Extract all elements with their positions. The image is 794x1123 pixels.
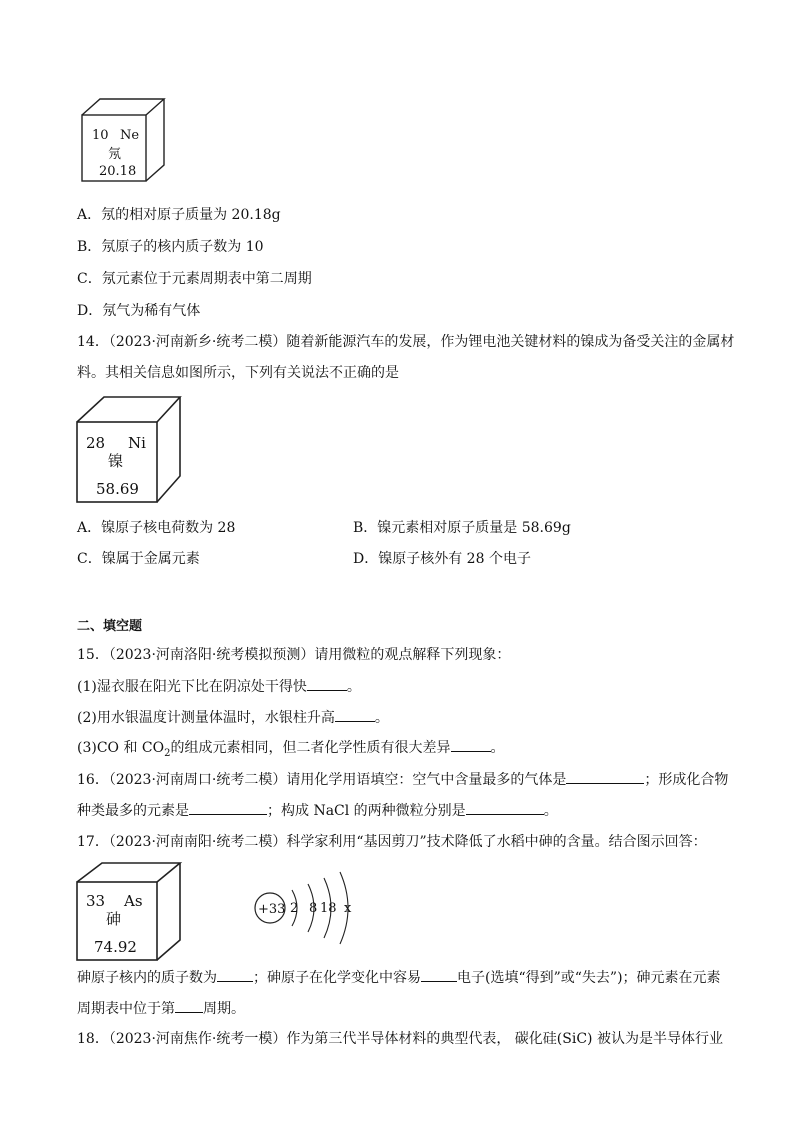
- as-symbol: As: [124, 892, 143, 910]
- q17-answer-line2: [77, 998, 245, 1019]
- q14-stem-line2: 料。其相关信息如图所示，下列有关说法不正确的是: [77, 365, 399, 381]
- q14-option-c: C．镍属于金属元素: [77, 551, 200, 567]
- q14-option-a: A．镍原子核电荷数为 28: [77, 520, 236, 536]
- q15-part2-period: 。: [374, 710, 389, 726]
- ni-atomic-number: 28: [86, 434, 106, 452]
- q15-part3-subscript: 2: [164, 747, 171, 759]
- q15-part3-text-b: 的组成元素相同，但二者化学性质有很大差异: [170, 740, 451, 756]
- q14-option-d: D．镍原子核外有 28 个电子: [353, 551, 531, 567]
- ne-symbol: Ne: [120, 128, 140, 143]
- q13-option-b: B．氖原子的核内质子数为 10: [77, 239, 264, 255]
- shell-1-electrons: 2: [290, 901, 299, 916]
- ne-name: 氖: [108, 147, 122, 162]
- q13-option-a: A．氖的相对原子质量为 20.18g: [77, 207, 281, 223]
- q14-option-b: B．镍元素相对原子质量是 58.69g: [353, 520, 571, 536]
- ne-mass: 20.18: [99, 164, 137, 179]
- q17-text-e: 周期。: [203, 1001, 245, 1017]
- q16-blank2[interactable]: [189, 800, 267, 815]
- nucleus-charge: +33: [258, 902, 286, 917]
- q15-part1-blank[interactable]: [307, 676, 347, 691]
- q16-line1: [77, 769, 728, 790]
- as-name: 砷: [106, 910, 122, 928]
- as-atomic-number: 33: [86, 892, 106, 910]
- q16-blank3[interactable]: [466, 800, 544, 815]
- q17-blank1[interactable]: [217, 967, 253, 982]
- ni-name: 镍: [108, 452, 124, 470]
- q16-text-c: 种类最多的元素是: [77, 803, 189, 819]
- q15-part3-period: 。: [490, 740, 505, 756]
- ni-symbol: Ni: [128, 434, 146, 452]
- q15-part3-text-a: (3)CO 和 CO: [77, 740, 165, 756]
- q17-answer-line1: [77, 967, 721, 988]
- q17-text-a: 砷原子核内的质子数为: [77, 970, 217, 986]
- arsenic-atom-structure-diagram: [252, 868, 362, 950]
- q15-part1-text: (1)湿衣服在阳光下比在阴凉处干得快: [77, 679, 307, 695]
- shell-2-electrons: 8: [309, 901, 318, 916]
- q17-text-d: 周期表中位于第: [77, 1001, 175, 1017]
- ni-mass: 58.69: [96, 480, 139, 498]
- q17-blank3[interactable]: [175, 998, 203, 1013]
- neon-element-cube: [80, 97, 175, 185]
- shell-4-electrons: x: [344, 901, 352, 916]
- q13-option-d: D．氖气为稀有气体: [77, 303, 201, 319]
- nickel-element-cube: [74, 394, 184, 506]
- q15-part1-period: 。: [346, 679, 361, 695]
- q15-part2: [77, 707, 389, 728]
- q14-stem-line1: 14．（2023·河南新乡·统考二模）随着新能源汽车的发展，作为锂电池关键材料的镍成为备受关注的金属材: [77, 334, 735, 350]
- q15-part1: [77, 676, 361, 697]
- q16-line2: [77, 800, 558, 821]
- q15-part2-text: (2)用水银温度计测量体温时，水银柱升高: [77, 710, 335, 726]
- q17-stem: 17．（2023·河南南阳·统考二模）科学家利用“基因剪刀”技术降低了水稻中砷的含量。结合图示回答：: [77, 834, 707, 850]
- q15-part3-blank[interactable]: [451, 737, 491, 752]
- shell-3-electrons: 18: [320, 901, 337, 916]
- q17-text-b: ；砷原子在化学变化中容易: [253, 970, 421, 986]
- q16-text-a: 16．（2023·河南周口·统考二模）请用化学用语填空：空气中含量最多的气体是: [77, 772, 567, 788]
- q15-part3: [77, 737, 505, 764]
- q13-option-c: C．氖元素位于元素周期表中第二周期: [77, 271, 312, 287]
- q16-text-b: ；形成化合物: [644, 772, 729, 788]
- section-fill-in-blank-heading: 二、填空题: [77, 619, 143, 634]
- q18-stem-line1: 18．（2023·河南焦作·统考一模）作为第三代半导体材料的典型代表， 碳化硅(SiC) 被认为是半导体行业: [77, 1031, 723, 1047]
- q16-blank1[interactable]: [566, 769, 644, 784]
- q17-blank2[interactable]: [421, 967, 457, 982]
- q16-text-e: 。: [543, 803, 558, 819]
- as-mass: 74.92: [94, 938, 137, 956]
- q15-stem: 15．（2023·河南洛阳·统考模拟预测）请用微粒的观点解释下列现象：: [77, 647, 511, 663]
- q17-text-c: 电子(选填“得到”或“失去”)；砷元素在元素: [457, 970, 721, 986]
- ne-atomic-number: 10: [92, 128, 109, 143]
- arsenic-element-cube: [74, 860, 186, 964]
- q15-part2-blank[interactable]: [335, 707, 375, 722]
- q16-text-d: ；构成 NaCl 的两种微粒分别是: [267, 803, 466, 819]
